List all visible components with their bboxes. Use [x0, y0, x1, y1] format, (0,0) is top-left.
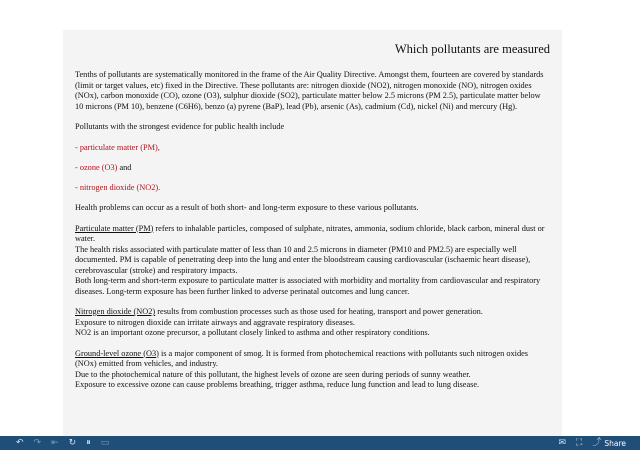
refresh-icon[interactable]: ↻ — [68, 438, 77, 448]
pm-list-item: - particulate matter (PM), — [75, 142, 160, 152]
toolbar-right-group — [558, 436, 626, 450]
no2-section — [75, 307, 550, 339]
o3-term: Ground-level ozone (O3) — [75, 348, 159, 358]
device-preview-icon[interactable]: ▭ — [100, 438, 110, 448]
no2-term: Nitrogen dioxide (NO2) — [75, 307, 156, 316]
intro-paragraph: Tenths of pollutants are systematically monitored in the frame of the Air Quality Directive. Amongst them, fourteen are covered by standards (limit or target values, etc) fixed in the Directive. These pollutants are: nitrogen dioxide (NO2), nitrogen monoxide (NO), nitrogen oxides (NOx), carbon monoxide (CO), ozone (O3), sulphur dioxide (SO2), particulate matter below 2.5 microns (PM 2.5), particulate matter below 10 microns (PM 10), benzene (C6H6), benzo (a) pyrene (BaP), lead (Pb), arsenic (As), cadmium (Cd), nickel (Ni) and mercury (Hg). — [75, 70, 544, 111]
ozone-list-label: - ozone (O3) — [75, 162, 118, 172]
undo-icon[interactable]: ↶ — [16, 438, 24, 448]
no2-line-3: NO2 is an important ozone precursor, a pollutant closely linked to asthma and other respiratory conditions. — [75, 328, 430, 337]
pm-section — [75, 224, 550, 298]
page-title: Which pollutants are measured — [394, 42, 550, 56]
ozone-list-and: and — [117, 162, 132, 172]
strongest-evidence-paragraph: Pollutants with the strongest evidence for public health include — [75, 122, 285, 131]
no2-line-2: Exposure to nitrogen dioxide can irritate airways and aggravate respiratory diseases. — [75, 317, 355, 327]
pm-line-2: The health risks associated with particulate matter of less than 10 and 2.5 microns in diameter (PM10 and PM2.5) are especially well documented. PM is capable of penetrating deep into the lung and enter the bloodstream causing cardiovascular (ischaemic heart disease), cerebrovascular (stroke) and respiratory impacts. — [75, 244, 531, 275]
bottom-toolbar — [0, 436, 640, 450]
o3-line-3: Exposure to excessive ozone can cause problems breathing, trigger asthma, reduce lung function and lead to lung disease. — [75, 380, 480, 389]
o3-line-2: Due to the photochemical nature of this pollutant, the highest levels of ozone are seen during periods of sunny weather. — [75, 369, 471, 379]
revert-icon[interactable]: ⇤ — [51, 438, 59, 448]
pause-icon[interactable]: ⏸ — [86, 438, 91, 448]
o3-section — [75, 349, 550, 391]
no2-line-1: results from combustion processes such as those used for heating, transport and power generation. — [155, 307, 483, 316]
fullscreen-icon[interactable]: ⛶ — [576, 438, 583, 448]
pm-line-1: refers to inhalable particles, composed of sulphate, nitrates, ammonia, sodium chloride, black carbon, mineral dust or water. — [75, 223, 545, 243]
ozone-list-item — [75, 163, 550, 174]
pm-term: Particulate matter (PM) — [75, 223, 154, 233]
share-label: Share — [604, 438, 626, 448]
share-icon: ⤴ — [592, 438, 602, 448]
share-button[interactable] — [592, 436, 626, 450]
text-panel — [63, 30, 562, 436]
pm-line-3: Both long-term and short-term exposure to particulate matter is associated with morbidity and mortality from cardiovascular and respiratory diseases. Long-term exposure has been further linked to adverse perinatal outcomes and lung cancer. — [75, 276, 541, 296]
health-paragraph: Health problems can occur as a result of both short- and long-term exposure to these various pollutants. — [75, 203, 419, 212]
redo-icon[interactable]: ↷ — [33, 438, 42, 448]
toolbar-left-group — [16, 436, 109, 450]
comment-icon[interactable]: ✉ — [558, 438, 567, 448]
no2-list-item: - nitrogen dioxide (NO2). — [75, 183, 161, 192]
o3-line-1: is a major component of smog. It is formed from photochemical reactions with pollutants such nitrogen oxides (NOx) emitted from vehicles, and industry. — [75, 348, 529, 368]
